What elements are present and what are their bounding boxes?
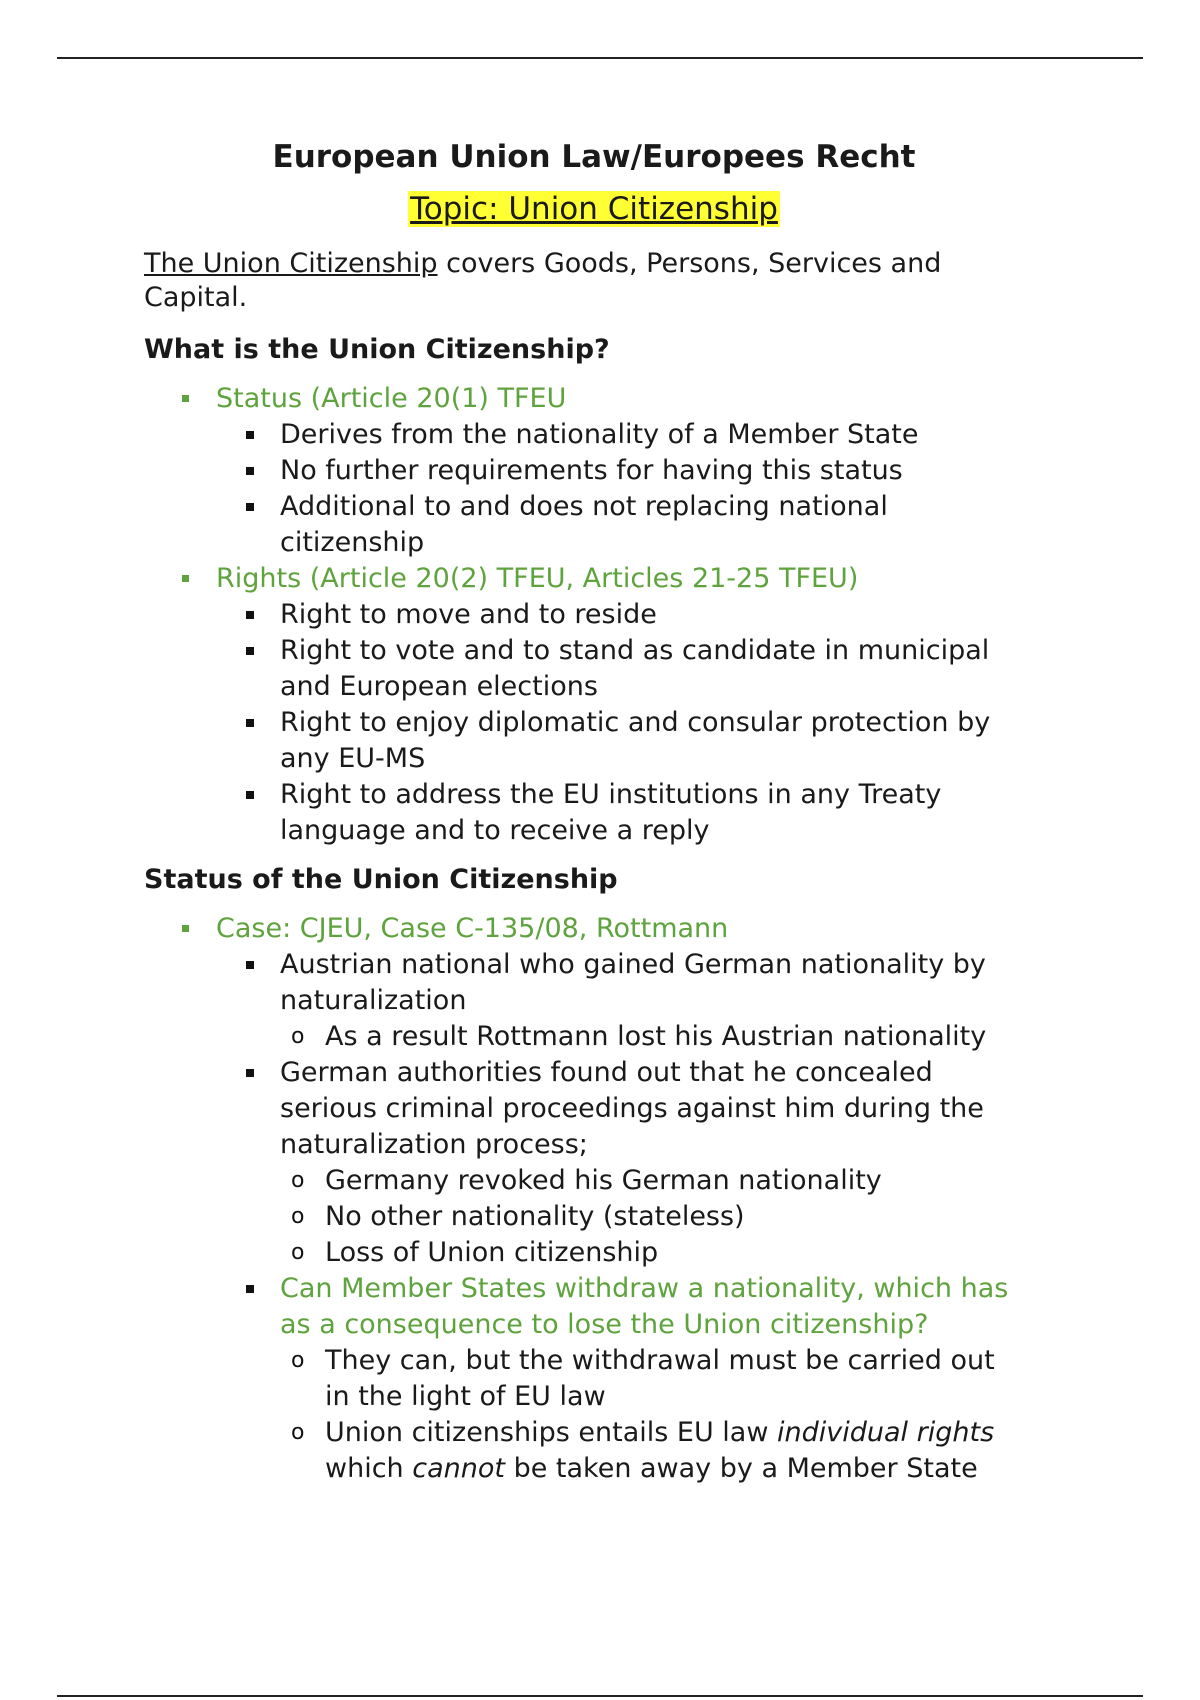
topic-line [144,190,1044,233]
square-bullet-icon [246,467,254,475]
topic-highlight: Topic: Union Citizenship [410,191,778,227]
list-item: Additional to and does not replacing national citizenship [144,489,1044,561]
list-item: o Loss of Union citizenship [144,1235,1044,1271]
square-bullet-icon [246,611,254,619]
list-item: o They can, but the withdrawal must be carried out in the light of EU law [291,1345,995,1412]
list-item: o Germany revoked his German nationality [144,1163,1044,1199]
circle-bullet-icon: o [291,1420,305,1445]
document-page [144,138,1044,1487]
intro-underlined: The Union Citizenship [144,248,438,279]
document-title: European Union Law/Europees Recht [272,139,916,175]
square-bullet-icon [246,647,254,655]
square-bullet-icon [246,961,254,969]
list-item: o As a result Rottmann lost his Austrian nationality [144,1019,1044,1055]
status-list [144,911,1044,1487]
circle-bullet-icon: o [291,1348,305,1373]
square-bullet-icon [182,395,189,402]
list-item: o No other nationality (stateless) [144,1199,1044,1235]
square-bullet-icon [246,791,254,799]
intro-paragraph [144,247,1044,315]
list-item: Rights (Article 20(2) TFEU, Articles 21-25 TFEU) [144,561,1044,597]
section-heading-status: Status of the Union Citizenship [144,864,618,895]
list-item: Right to address the EU institutions in any Treaty language and to receive a reply [144,777,1044,849]
list-item: Case: CJEU, Case C-135/08, Rottmann [144,911,1044,947]
intro-rest: covers Goods, Persons, Services and Capital. [144,248,942,313]
answer2-text: Union citizenships entails EU law individual rights which cannot be taken away by a Member State [325,1417,995,1484]
list-item: Right to vote and to stand as candidate in municipal and European elections [144,633,1044,705]
circle-bullet-icon: o [291,1168,305,1193]
square-bullet-icon [246,1069,254,1077]
square-bullet-icon [246,431,254,439]
list-item [144,1415,1044,1487]
list-item: No further requirements for having this status [144,453,1044,489]
circle-bullet-icon: o [291,1204,305,1229]
section-heading-what-is: What is the Union Citizenship? [144,334,610,365]
list-item: German authorities found out that he concealed serious criminal proceedings against him during the naturalization process; [144,1055,1044,1163]
circle-bullet-icon: o [291,1240,305,1265]
list-item: Right to move and to reside [144,597,1044,633]
what-is-list [144,381,1044,849]
bottom-rule [57,1695,1143,1697]
list-item: Status (Article 20(1) TFEU [144,381,1044,417]
square-bullet-icon [246,719,254,727]
circle-bullet-icon: o [291,1024,305,1049]
square-bullet-icon [182,575,189,582]
square-bullet-icon [246,503,254,511]
square-bullet-icon [182,925,189,932]
list-item: Austrian national who gained German nationality by naturalization [144,947,1044,1019]
list-item: Derives from the nationality of a Member State [144,417,1044,453]
top-rule [57,57,1143,59]
list-item: Can Member States withdraw a nationality, which has as a consequence to lose the Union citizenship? [144,1271,1044,1343]
list-item: Right to enjoy diplomatic and consular protection by any EU-MS [144,705,1044,777]
square-bullet-icon [246,1285,254,1293]
